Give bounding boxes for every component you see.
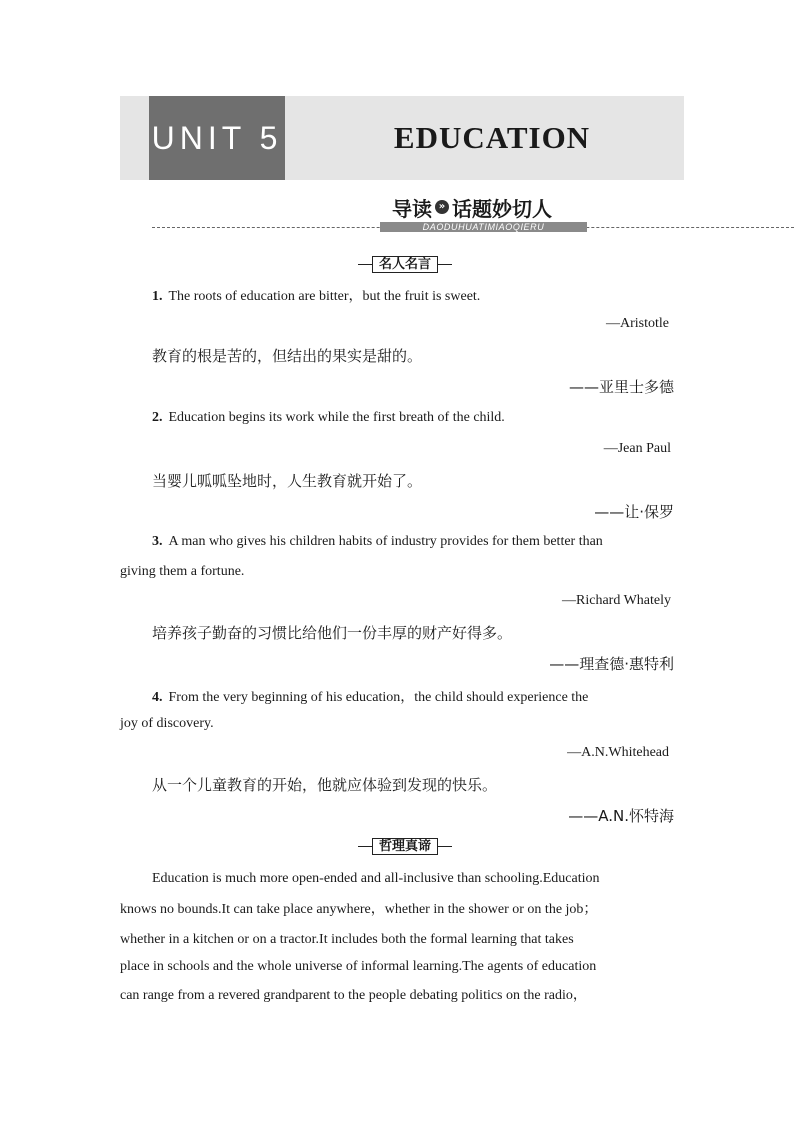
section-title-a: 导读	[392, 196, 432, 221]
chevron-right-icon: »	[435, 200, 449, 214]
quote-1-cn-author: ——亚里士多德	[568, 378, 674, 396]
unit-label: UNIT 5	[149, 96, 285, 180]
quote-1-en: 1. The roots of education are bitter，but the fruit is sweet.	[152, 289, 481, 304]
quotes-tag	[358, 255, 452, 273]
reading-tag-label: 哲理真谛	[372, 838, 438, 855]
quote-3-cn: 培养孩子勤奋的习惯比给他们一份丰厚的财产好得多。	[152, 624, 513, 642]
quotes-tag-label: 名人名言	[372, 256, 438, 273]
section-subtitle: DAODUHUATIMIAOQIERU	[380, 222, 587, 232]
reading-tag	[358, 837, 452, 855]
unit-title: EDUCATION	[393, 120, 591, 155]
section-title-b: 话题妙切人	[452, 196, 552, 221]
quote-4-en: 4. From the very beginning of his education，the child should experience the	[152, 690, 589, 705]
quote-2-en: 2. Education begins its work while the first breath of the child.	[152, 410, 505, 425]
reading-line-4: place in schools and the whole universe of informal learning.The agents of education	[120, 959, 597, 974]
reading-line-3: whether in a kitchen or on a tractor.It includes both the formal learning that takes	[120, 932, 574, 947]
quote-2-cn: 当婴儿呱呱坠地时，人生教育就开始了。	[152, 472, 423, 490]
reading-line-1: Education is much more open-ended and all-inclusive than schooling.Education	[152, 871, 600, 886]
section-heading	[392, 194, 552, 220]
quote-3-en: 3. A man who gives his children habits of industry provides for them better than	[152, 534, 603, 549]
quote-1-en-author: —Aristotle	[606, 316, 669, 331]
reading-line-5: can range from a revered grandparent to the people debating politics on the radio，	[120, 988, 587, 1003]
quote-3-cn-author: ——理查德·惠特利	[549, 655, 674, 673]
quote-2-en-author: —Jean Paul	[603, 441, 671, 456]
quote-4-en-author: —A.N.Whitehead	[567, 745, 669, 760]
quote-3-en-author: —Richard Whately	[562, 593, 671, 608]
quote-1-cn: 教育的根是苦的，但结出的果实是甜的。	[152, 347, 423, 365]
quote-4-cn: 从一个儿童教育的开始，他就应体验到发现的快乐。	[152, 776, 498, 794]
quote-3-en-cont: giving them a fortune.	[120, 564, 245, 579]
quote-4-cn-author: ——A.N.怀特海	[568, 807, 674, 825]
quote-4-en-cont: joy of discovery.	[120, 716, 214, 731]
reading-line-2: knows no bounds.It can take place anywhere，whether in the shower or on the job；	[120, 902, 598, 917]
quote-2-cn-author: ——让·保罗	[594, 503, 674, 521]
